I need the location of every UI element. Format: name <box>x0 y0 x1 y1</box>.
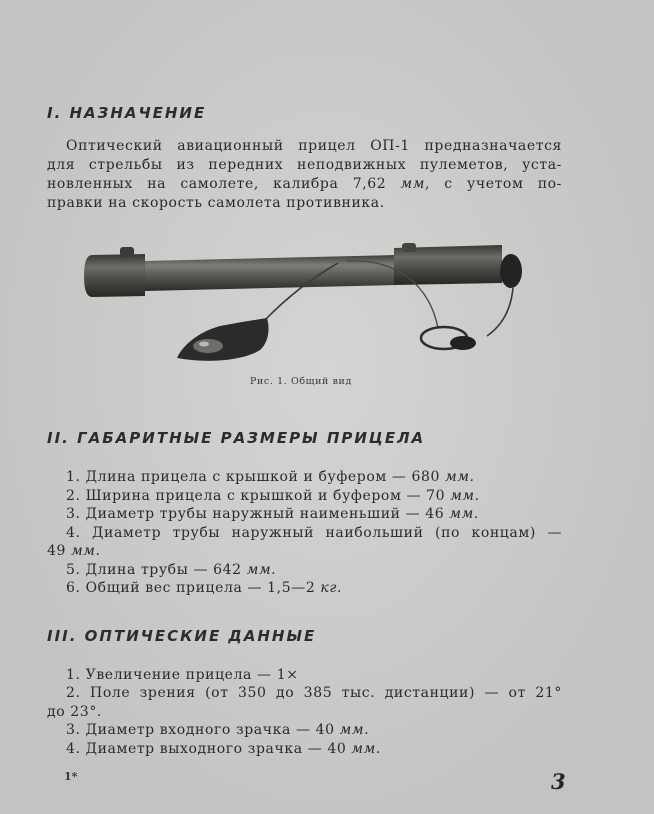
optical-item-2-cont-text: до 23°. <box>47 703 102 720</box>
dimension-item-4 <box>47 524 562 543</box>
figure-caption: Рис. 1. Общий вид <box>250 376 352 387</box>
dimension-item-5-text: 5. Длина трубы — 642 <box>66 561 247 578</box>
mount-knob-left <box>120 247 134 257</box>
lamp-connector-glint <box>199 342 209 347</box>
optical-item-4 <box>47 740 562 758</box>
end-cap <box>500 254 522 288</box>
sight-left-collar <box>84 254 145 297</box>
optical-item-1 <box>47 666 562 684</box>
dimension-item-6-text: 6. Общий вес прицела — 1,5—2 <box>66 580 321 596</box>
dimension-item-3 <box>47 505 562 524</box>
optical-item-3-text: 3. Диаметр входного зрачка — 40 <box>66 722 340 739</box>
optical-item-2-continuation <box>47 703 562 721</box>
eyecup-rubber <box>450 336 476 350</box>
dimension-item-6 <box>47 579 562 598</box>
purpose-paragraph <box>47 137 562 213</box>
dimension-item-2 <box>47 487 562 506</box>
section-1-heading: I. НАЗНАЧЕНИЕ <box>47 104 207 122</box>
paragraph-line-4 <box>47 194 562 213</box>
paragraph-line-3-start: новленных на самолете, калибра 7,62 <box>47 176 401 192</box>
optical-item-4-text: 4. Диаметр выходного зрачка — 40 <box>66 740 352 757</box>
cap-strap <box>487 288 513 336</box>
section-2-heading: II. ГАБАРИТНЫЕ РАЗМЕРЫ ПРИЦЕЛА <box>47 429 426 447</box>
mount-knob-right <box>402 243 416 252</box>
optical-data-list <box>47 666 562 758</box>
paragraph-line-4-text: правки на скорость самолета противника. <box>47 195 385 211</box>
dimension-item-2-unit: мм. <box>450 487 480 504</box>
dimension-item-2-text: 2. Ширина прицела с крышкой и буфером — 70 <box>66 487 451 504</box>
dimension-item-4-continuation <box>47 542 562 561</box>
dimension-item-1-unit: мм. <box>445 469 475 485</box>
dimension-item-3-unit: мм. <box>449 506 479 522</box>
paragraph-line-1 <box>47 137 562 156</box>
lamp-connector <box>177 318 269 361</box>
dimension-item-4-unit: мм. <box>71 543 101 559</box>
optical-item-3 <box>47 721 562 739</box>
optical-item-1-text: 1. Увеличение прицела — 1× <box>66 667 299 683</box>
page-number: 3 <box>551 769 566 794</box>
section-3-heading: III. ОПТИЧЕСКИЕ ДАННЫЕ <box>47 627 317 645</box>
dimension-item-1 <box>47 468 562 487</box>
sight-photo <box>70 228 540 368</box>
optical-item-2-text: 2. Поле зрения (от 350 до 385 тыс. дистанции) — от 21° <box>66 685 562 702</box>
dimension-item-6-unit: кг. <box>320 580 343 596</box>
dimension-item-4-cont-text: 49 <box>47 543 72 559</box>
paragraph-line-3-end: , с учетом по- <box>424 176 562 192</box>
dimension-item-5 <box>47 561 562 580</box>
dimensions-list <box>47 468 562 598</box>
optical-item-4-unit: мм. <box>351 740 381 757</box>
optical-item-2 <box>47 684 562 702</box>
paragraph-line-2-text: для стрельбы из передних неподвижных пулеметов, уста- <box>47 157 562 173</box>
signature-mark: 1* <box>64 770 78 783</box>
paragraph-line-1-text: Оптический авиационный прицел ОП-1 предназначается <box>66 138 562 154</box>
dimension-item-4-text: 4. Диаметр трубы наружный наибольший (по концам) — <box>66 524 562 541</box>
dimension-item-1-text: 1. Длина прицела с крышкой и буфером — 680 <box>66 469 446 485</box>
dimension-item-5-unit: мм. <box>246 561 277 578</box>
paragraph-line-3-unit: мм <box>400 176 425 192</box>
optical-item-3-unit: мм. <box>339 722 370 739</box>
lamp-connector-highlight <box>193 339 223 353</box>
paragraph-line-2 <box>47 156 562 175</box>
dimension-item-3-text: 3. Диаметр трубы наружный наименьший — 46 <box>66 506 450 522</box>
paragraph-line-3 <box>47 175 562 194</box>
